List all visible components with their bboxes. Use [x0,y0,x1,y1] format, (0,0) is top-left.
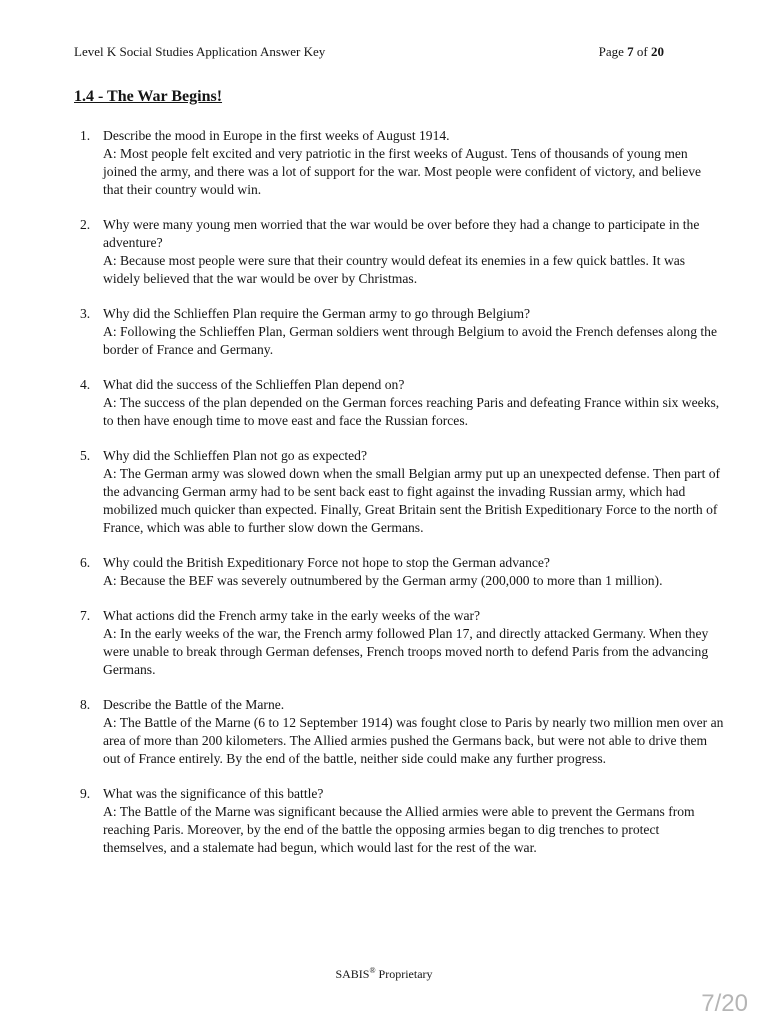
registered-mark: ® [369,966,376,975]
question-number: 8. [80,697,91,712]
question-number: 5. [80,448,91,463]
page-total: 20 [651,44,664,59]
footer-brand: SABIS [335,967,370,981]
question-text: Why could the British Expeditionary Force not hope to stop the German advance? [103,555,550,570]
question-text: Why were many young men worried that the war would be over before they had a change to participate in the adventure? [103,217,700,250]
page-current: 7 [627,44,634,59]
question-text: What did the success of the Schlieffen Plan depend on? [103,377,405,392]
page-number [599,44,664,60]
question-item [74,305,724,359]
question-number: 4. [80,377,91,392]
section-title: 1.4 - The War Begins! [74,88,223,105]
question-item [74,127,724,199]
question-item [74,447,724,537]
page-label: Page [598,44,624,59]
question-text: Describe the Battle of the Marne. [103,697,285,712]
footer-suffix: Proprietary [375,967,433,981]
answer-text: A: The Battle of the Marne was significant because the Allied armies were able to prevent the Germans from reaching Paris. Moreover, by the end of the battle the opposing armies began to dig trenches to protect themselves, and a stalemate had begun, which would last for the rest of the war. [103,804,695,855]
answer-text: A: Because the BEF was severely outnumbered by the German army (200,000 to more than 1 million). [103,573,663,588]
page-of: of [636,44,648,59]
question-number: 7. [80,608,91,623]
question-item [74,785,724,857]
page-indicator: 7/20 [701,990,748,1017]
answer-text: A: Following the Schlieffen Plan, German soldiers went through Belgium to avoid the French defenses along the border of France and Germany. [103,324,717,357]
question-list [74,127,724,857]
answer-text: A: Most people felt excited and very patriotic in the first weeks of August. Tens of thousands of young men joined the army, and there was a lot of support for the war. Most people were confident of victory, and believe that their country would win. [103,146,702,197]
question-item [74,696,724,768]
question-number: 3. [80,306,91,321]
answer-text: A: In the early weeks of the war, the French army followed Plan 17, and directly attacked Germany. When they were unable to break through German defenses, French troops moved north to defend Paris from the advancing Germans. [103,626,709,677]
question-number: 1. [80,128,91,143]
question-text: Why did the Schlieffen Plan require the German army to go through Belgium? [103,306,531,321]
question-item [74,216,724,288]
answer-text: A: Because most people were sure that their country would defeat its enemies in a few quick battles. It was widely believed that the war would be over by Christmas. [103,253,686,286]
page-footer [0,966,768,982]
document-title: Level K Social Studies Application Answer Key [74,44,326,59]
question-item [74,376,724,430]
page-header [74,44,664,60]
question-text: What was the significance of this battle? [103,786,324,801]
question-number: 9. [80,786,91,801]
question-text: Why did the Schlieffen Plan not go as expected? [103,448,367,463]
answer-text: A: The success of the plan depended on the German forces reaching Paris and defeating France within six weeks, to then have enough time to move east and face the Russian forces. [103,395,720,428]
answer-text: A: The Battle of the Marne (6 to 12 September 1914) was fought close to Paris by nearly two million men over an area of more than 200 kilometers. The Allied armies pushed the Germans back, but were not able to drive them out of France entirely. By the end of the battle, neither side could make any further progress. [103,715,724,766]
question-number: 2. [80,217,91,232]
question-text: What actions did the French army take in the early weeks of the war? [103,608,481,623]
answer-text: A: The German army was slowed down when the small Belgian army put up an unexpected defense. Then part of the advancing German army had to be sent back east to fight against the invading Russian army, which had mobilized much quicker than expected. Finally, Great Britain sent the British Expeditionary Force to the north of France, which was able to further slow down the Germans. [103,466,721,535]
question-item [74,554,724,590]
question-text: Describe the mood in Europe in the first weeks of August 1914. [103,128,450,143]
question-item [74,607,724,679]
question-number: 6. [80,555,91,570]
